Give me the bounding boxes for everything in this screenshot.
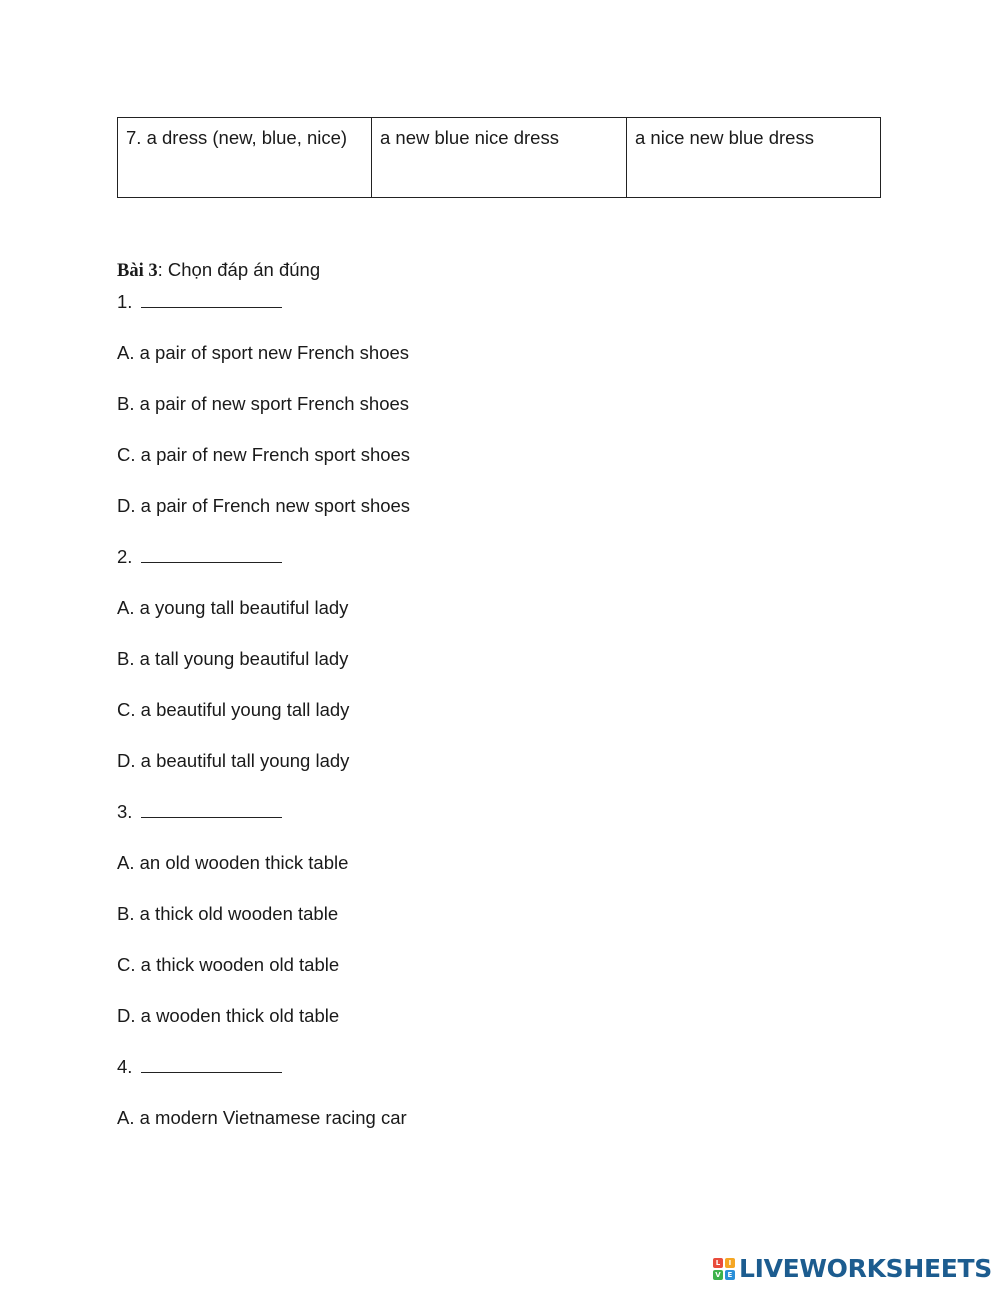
question-number-label: 2. (117, 546, 133, 567)
option-a[interactable]: A. a young tall beautiful lady (117, 597, 349, 618)
table-cell-option-1: a new blue nice dress (372, 118, 627, 198)
exercise-title-instruction: : Chọn đáp án đúng (157, 259, 321, 280)
question-number (117, 800, 877, 824)
option-c[interactable]: C. a beautiful young tall lady (117, 699, 350, 720)
comparison-table (117, 117, 881, 198)
question-number (117, 290, 877, 314)
option-a[interactable]: A. a pair of sport new French shoes (117, 342, 410, 363)
logo-block-v: V (713, 1270, 723, 1280)
question-number-label: 1. (117, 291, 133, 312)
liveworksheets-logo (713, 1254, 992, 1283)
option-c[interactable]: C. a pair of new French sport shoes (117, 444, 411, 465)
question-number (117, 545, 877, 569)
answer-blank[interactable] (141, 800, 282, 818)
table-cell-option-2: a nice new blue dress (627, 118, 881, 198)
question-number-label: 4. (117, 1056, 133, 1077)
logo-block-l: L (713, 1258, 723, 1268)
option-d[interactable]: D. a pair of French new sport shoes (117, 495, 411, 516)
answer-blank[interactable] (141, 290, 282, 308)
exercise-title-number: Bài 3 (117, 261, 158, 281)
option-a[interactable]: A. an old wooden thick table (117, 852, 349, 873)
exercise-title (117, 258, 877, 282)
option-b[interactable]: B. a pair of new sport French shoes (117, 393, 410, 414)
question-3 (117, 800, 877, 1028)
exercise-section (117, 258, 877, 1130)
logo-blocks-icon (713, 1258, 735, 1280)
logo-block-e: E (725, 1270, 735, 1280)
logo-block-i: I (725, 1258, 735, 1268)
question-number-label: 3. (117, 801, 133, 822)
table-row (118, 118, 881, 198)
answer-blank[interactable] (141, 1055, 282, 1073)
logo-text: LIVEWORKSHEETS (738, 1254, 992, 1283)
question-1 (117, 290, 877, 518)
option-b[interactable]: B. a tall young beautiful lady (117, 648, 349, 669)
question-2 (117, 545, 877, 773)
answer-blank[interactable] (141, 545, 282, 563)
question-number (117, 1055, 877, 1079)
option-b[interactable]: B. a thick old wooden table (117, 903, 339, 924)
table-cell-prompt: 7. a dress (new, blue, nice) (118, 118, 372, 198)
option-a[interactable]: A. a modern Vietnamese racing car (117, 1107, 407, 1128)
question-4 (117, 1055, 877, 1130)
option-c[interactable]: C. a thick wooden old table (117, 954, 340, 975)
option-d[interactable]: D. a beautiful tall young lady (117, 750, 350, 771)
option-d[interactable]: D. a wooden thick old table (117, 1005, 340, 1026)
